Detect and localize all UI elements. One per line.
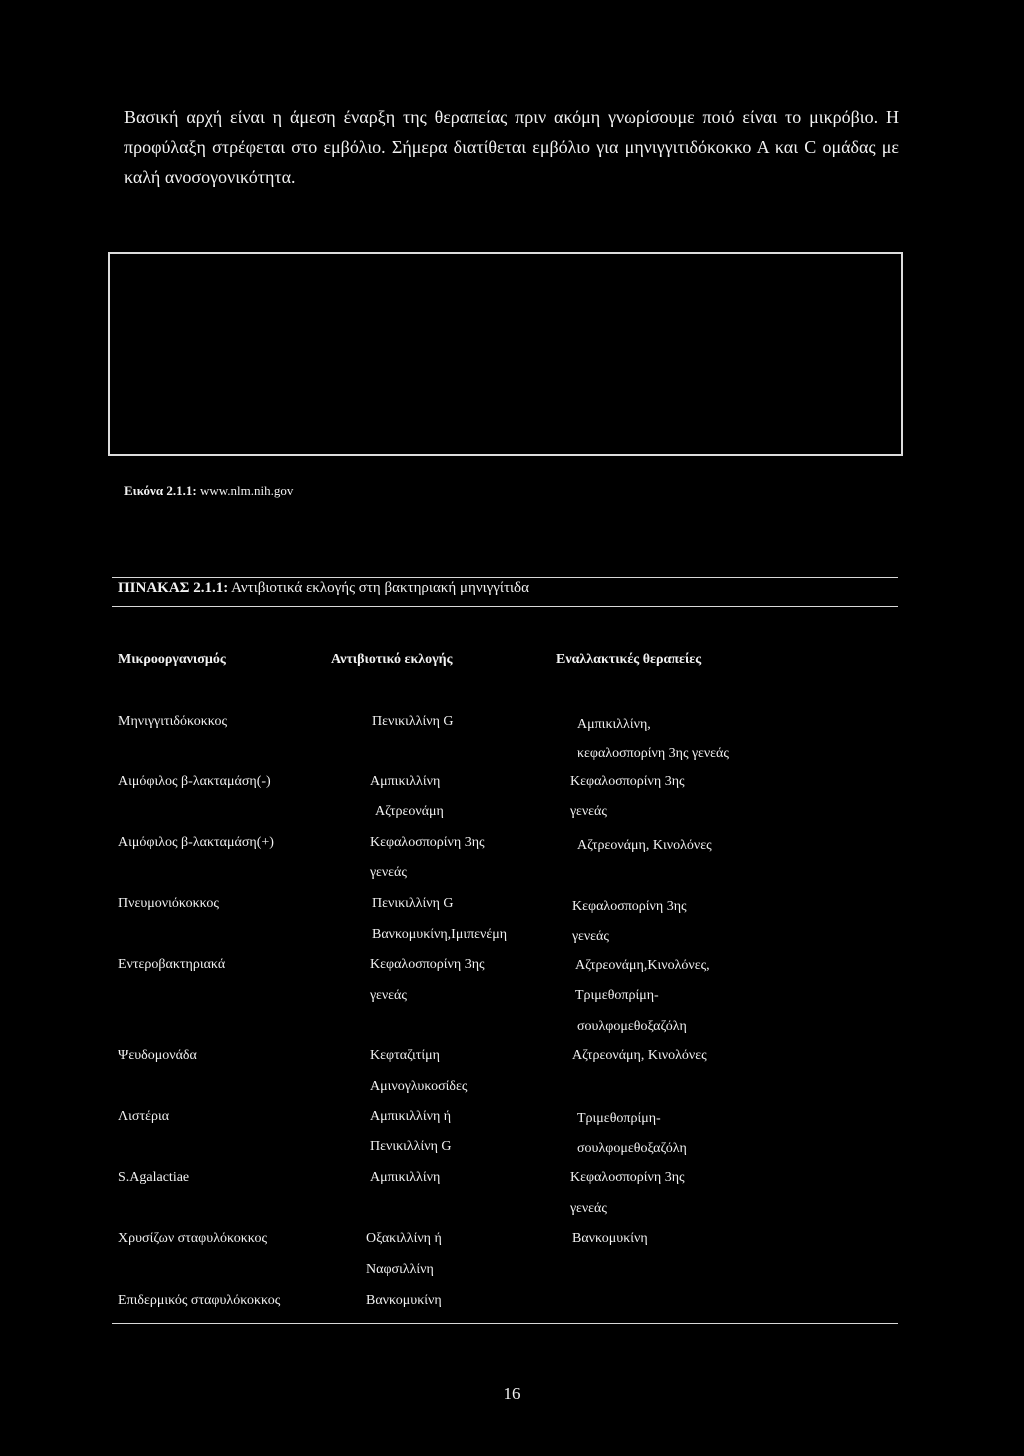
table-row-choice: Αμπικιλλίνη xyxy=(370,1170,441,1185)
table-row-alternative: Κεφαλοσπορίνη 3ης xyxy=(572,899,687,914)
table-row-alternative: κεφαλοσπορίνη 3ης γενεάς xyxy=(577,746,729,761)
table-row-alternative: Αμπικιλλίνη, xyxy=(577,717,651,732)
table-row-organism: Πνευμονιόκοκκος xyxy=(118,896,219,911)
table-title-text: Αντιβιοτικά εκλογής στη βακτηριακή μηνιγγίτιδα xyxy=(231,580,529,596)
table-row-choice: γενεάς xyxy=(370,988,407,1003)
table-row-choice: Ναφσιλλίνη xyxy=(366,1262,434,1277)
table-row-choice: Αμπικιλλίνη ή xyxy=(370,1109,452,1124)
table-row-alternative: Τριμεθοπρίμη- xyxy=(575,988,659,1003)
table-row-choice: Οξακιλλίνη ή xyxy=(366,1231,442,1246)
table-row-alternative: Αζτρεονάμη, Κινολόνες xyxy=(572,1048,707,1063)
table-row-alternative: σουλφομεθοξαζόλη xyxy=(577,1019,687,1034)
table-row-choice: Πενικιλλίνη G xyxy=(370,1139,452,1154)
table-header-rule xyxy=(112,606,898,607)
table-row-choice: Πενικιλλίνη G xyxy=(372,714,454,729)
table-row-organism: Επιδερμικός σταφυλόκοκκος xyxy=(118,1293,281,1308)
table-top-rule xyxy=(112,577,898,578)
table-row-choice: Πενικιλλίνη G xyxy=(372,896,454,911)
table-row-alternative: γενεάς xyxy=(572,929,609,944)
table-row-organism: S.Agalactiae xyxy=(118,1170,190,1185)
intro-paragraph: Βασική αρχή είναι η άμεση έναρξη της θεραπείας πριν ακόμη γνωρίσουμε ποιό είναι το μικρόβιο. Η προφύλαξη στρέφεται στο εμβόλιο. Σήμερα διατίθεται εμβόλιο για μηνιγγιτιδόκοκκο Α και C ομάδας με καλή ανοσογονικότητα. xyxy=(124,107,899,187)
column-header-alternative: Εναλλακτικές θεραπείες xyxy=(556,652,702,667)
figure-caption xyxy=(124,483,293,499)
table-row-choice: Βανκομυκίνη xyxy=(366,1293,442,1308)
table-bottom-rule xyxy=(112,1323,898,1324)
table-row-alternative: σουλφομεθοξαζόλη xyxy=(577,1141,687,1156)
table-row-alternative: Βανκομυκίνη xyxy=(572,1231,648,1246)
table-row-choice: Βανκομυκίνη,Ιμιπενέμη xyxy=(372,927,508,942)
table-row-alternative: Κεφαλοσπορίνη 3ης xyxy=(570,1170,685,1185)
table-row-choice: Κεφαλοσπορίνη 3ης xyxy=(370,835,485,850)
page-number: 16 xyxy=(503,1384,521,1403)
table-row-alternative: Κεφαλοσπορίνη 3ης xyxy=(570,774,685,789)
table-row-choice: Κεφταζιτίμη xyxy=(370,1048,440,1063)
table-title xyxy=(118,580,529,597)
table-row-alternative: Αζτρεονάμη,Κινολόνες, xyxy=(575,958,710,973)
table-row-choice: Αμινογλυκοσίδες xyxy=(370,1079,468,1094)
table-row-alternative: γενεάς xyxy=(570,804,607,819)
figure-caption-source: www.nlm.nih.gov xyxy=(199,483,294,498)
table-row-organism: Αιμόφιλος β-λακταμάση(+) xyxy=(118,835,274,850)
table-row-organism: Λιστέρια xyxy=(118,1109,170,1124)
table-row-organism: Χρυσίζων σταφυλόκοκκος xyxy=(118,1231,268,1246)
table-row-choice: Κεφαλοσπορίνη 3ης xyxy=(370,957,485,972)
table-row-choice: Αζτρεονάμη xyxy=(375,804,444,819)
figure-placeholder xyxy=(108,252,903,456)
table-title-label: ΠΙΝΑΚΑΣ 2.1.1: xyxy=(118,580,229,596)
table-row-choice: γενεάς xyxy=(370,865,407,880)
column-header-organism: Μικροοργανισμός xyxy=(118,652,226,667)
figure-caption-label: Εικόνα 2.1.1: xyxy=(124,483,197,498)
table-row-organism: Εντεροβακτηριακά xyxy=(118,957,226,972)
column-header-choice: Αντιβιοτικό εκλογής xyxy=(331,652,453,667)
table-row-organism: Αιμόφιλος β-λακταμάση(-) xyxy=(118,774,271,789)
table-row-organism: Ψευδομονάδα xyxy=(118,1048,197,1063)
table-row-alternative: γενεάς xyxy=(570,1201,607,1216)
table-row-organism: Μηνιγγιτιδόκοκκος xyxy=(118,714,228,729)
table-row-alternative: Τριμεθοπρίμη- xyxy=(577,1111,661,1126)
table-row-choice: Αμπικιλλίνη xyxy=(370,774,441,789)
table-row-alternative: Αζτρεονάμη, Κινολόνες xyxy=(577,838,712,853)
